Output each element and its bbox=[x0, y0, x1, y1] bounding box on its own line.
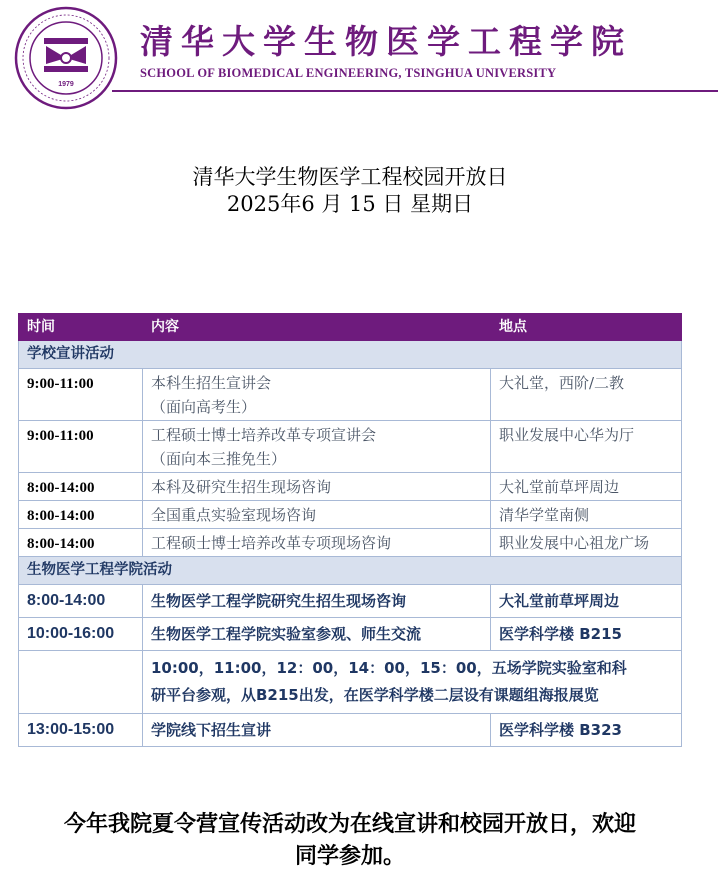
row-place: 大礼堂，西阶/二教 bbox=[491, 369, 682, 421]
row-time: 8:00-14:00 bbox=[19, 473, 143, 501]
row-place: 大礼堂前草坪周边 bbox=[491, 473, 682, 501]
column-header-time: 时间 bbox=[19, 314, 143, 341]
row-content: 生物医学工程学院实验室参观、师生交流 bbox=[143, 618, 491, 651]
row-place: 医学科学楼 B215 bbox=[491, 618, 682, 651]
row-place: 医学科学楼 B323 bbox=[491, 714, 682, 747]
row-place: 大礼堂前草坪周边 bbox=[491, 585, 682, 618]
footer-note bbox=[0, 808, 700, 872]
schedule-table bbox=[18, 313, 682, 747]
footer-line: 今年我院夏令营宣传活动改为在线宣讲和校园开放日，欢迎 bbox=[63, 811, 636, 837]
table-row bbox=[19, 529, 682, 557]
row-time: 8:00-14:00 bbox=[19, 585, 143, 618]
row-time: 9:00-11:00 bbox=[19, 421, 143, 473]
section-title: 学校宣讲活动 bbox=[19, 341, 682, 369]
row-content: 工程硕士博士培养改革专项现场咨询 bbox=[143, 529, 491, 557]
row-time: 10:00-16:00 bbox=[19, 618, 143, 651]
event-title-block bbox=[0, 164, 700, 218]
row-place: 职业发展中心祖龙广场 bbox=[491, 529, 682, 557]
table-row bbox=[19, 714, 682, 747]
table-row bbox=[19, 369, 682, 421]
row-content-line: 10:00，11:00，12：00，14：00，15：00，五场学院实验室和科 bbox=[151, 659, 627, 677]
table-row bbox=[19, 473, 682, 501]
section-title: 生物医学工程学院活动 bbox=[19, 557, 682, 585]
table-row bbox=[19, 501, 682, 529]
row-content bbox=[143, 369, 491, 421]
table-header-row bbox=[19, 314, 682, 341]
row-content-main: 本科生招生宣讲会 bbox=[151, 374, 272, 392]
school-name-cn: 清华大学生物医学工程学院 bbox=[140, 22, 632, 61]
row-content-sub: （面向高考生） bbox=[151, 398, 257, 416]
row-content bbox=[143, 421, 491, 473]
row-time: 13:00-15:00 bbox=[19, 714, 143, 747]
table-row bbox=[19, 618, 682, 651]
row-place: 清华学堂南侧 bbox=[491, 501, 682, 529]
school-name-en: SCHOOL OF BIOMEDICAL ENGINEERING, TSINGHUA UNIVERSITY bbox=[140, 66, 557, 80]
footer-line: 同学参加。 bbox=[294, 843, 405, 869]
row-time: 8:00-14:00 bbox=[19, 529, 143, 557]
table-row bbox=[19, 585, 682, 618]
event-date: 2025年6 月 15 日 星期日 bbox=[226, 192, 474, 216]
header-divider bbox=[112, 90, 718, 92]
row-content: 生物医学工程学院研究生招生现场咨询 bbox=[143, 585, 491, 618]
table-row bbox=[19, 651, 682, 714]
section-row bbox=[19, 341, 682, 369]
section-row bbox=[19, 557, 682, 585]
row-content: 本科及研究生招生现场咨询 bbox=[143, 473, 491, 501]
column-header-place: 地点 bbox=[491, 314, 682, 341]
row-content bbox=[143, 651, 682, 714]
svg-text:1979: 1979 bbox=[58, 81, 74, 88]
column-header-content: 内容 bbox=[143, 314, 491, 341]
row-time: 9:00-11:00 bbox=[19, 369, 143, 421]
row-content: 全国重点实验室现场咨询 bbox=[143, 501, 491, 529]
row-time bbox=[19, 651, 143, 714]
row-content: 学院线下招生宣讲 bbox=[143, 714, 491, 747]
event-title: 清华大学生物医学工程校园开放日 bbox=[192, 165, 508, 189]
row-content-line: 研平台参观，从B215出发，在医学科学楼二层设有课题组海报展览 bbox=[151, 686, 599, 704]
row-place: 职业发展中心华为厅 bbox=[491, 421, 682, 473]
school-logo-seal bbox=[14, 6, 118, 110]
row-content-main: 工程硕士博士培养改革专项宣讲会 bbox=[151, 426, 377, 444]
row-time: 8:00-14:00 bbox=[19, 501, 143, 529]
row-content-sub: （面向本三推免生） bbox=[151, 450, 287, 468]
table-row bbox=[19, 421, 682, 473]
